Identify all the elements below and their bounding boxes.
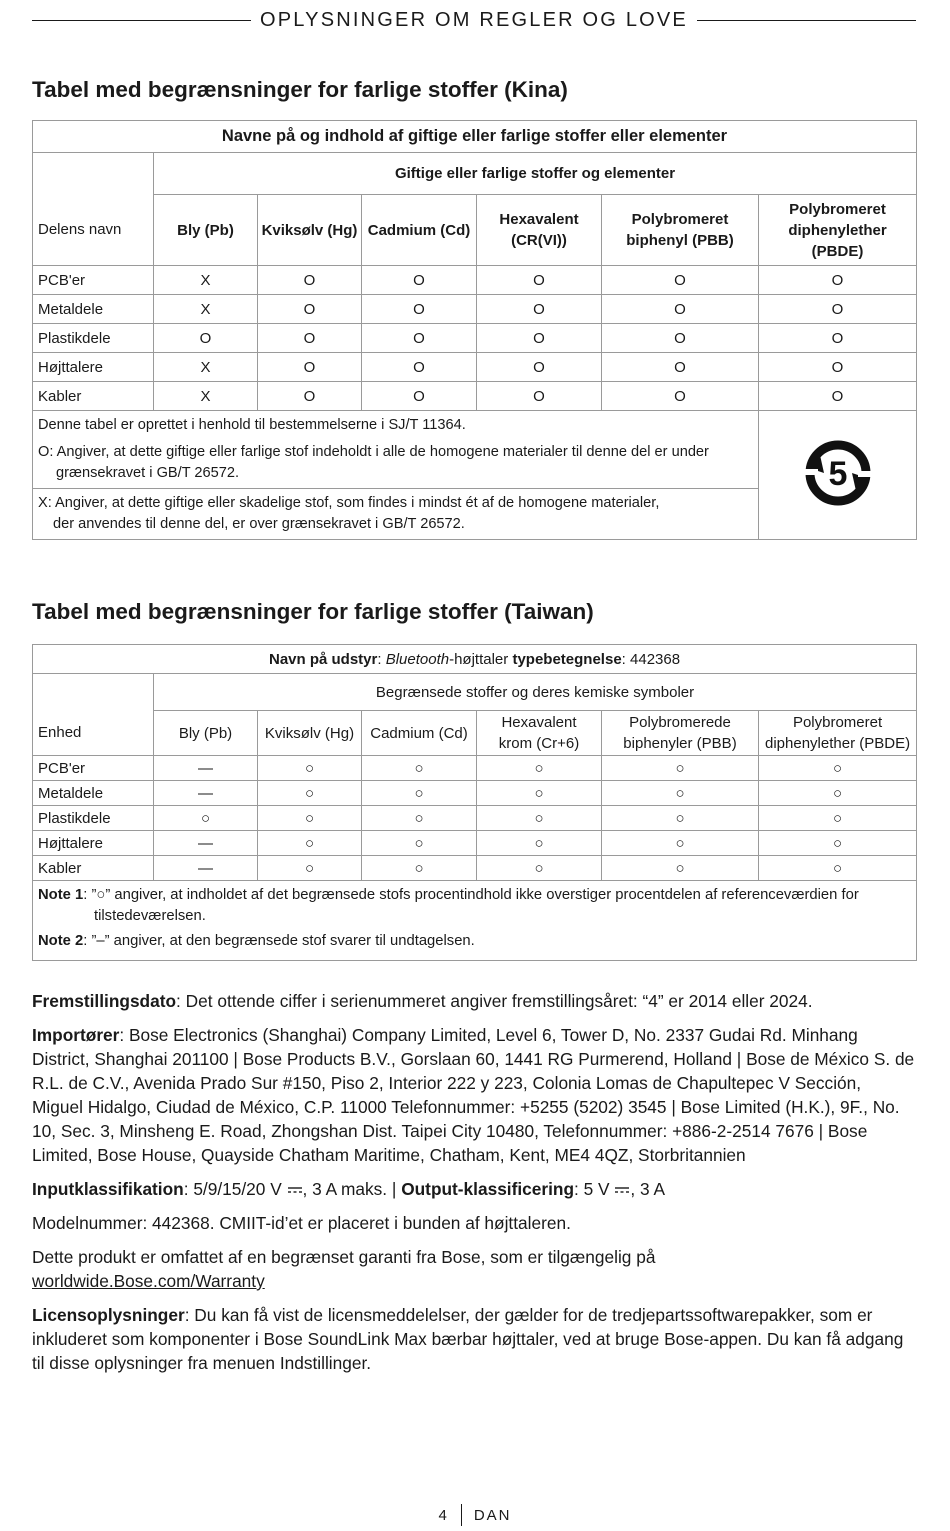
cell: ○: [759, 806, 917, 831]
cell: X: [154, 353, 258, 382]
cell: O: [362, 382, 477, 411]
page-header: [32, 6, 916, 34]
cell: —: [154, 756, 258, 781]
cell: ○: [477, 831, 602, 856]
group-header: Giftige eller farlige stoffer og elementer: [154, 153, 917, 195]
row-label: Højttalere: [33, 831, 154, 856]
page-number: 4: [438, 1506, 449, 1524]
model-number: Modelnummer: 442368. CMIIT-id’et er placeret i bunden af højttaleren.: [32, 1213, 571, 1233]
empty-header-cell: [33, 674, 154, 711]
cell: O: [759, 324, 917, 353]
china-table-heading: Tabel med begrænsninger for farlige stoffer (Kina): [32, 77, 568, 102]
cell: ○: [258, 806, 362, 831]
table-notes: [33, 411, 759, 489]
row-label: PCB'er: [33, 266, 154, 295]
group-header-row: [33, 674, 917, 711]
row-label: Metaldele: [33, 295, 154, 324]
notes-row: [33, 881, 917, 961]
col-lead: Bly (Pb): [154, 195, 258, 266]
table-row: [33, 266, 917, 295]
cell: O: [477, 324, 602, 353]
license-info: Licensoplysninger: Du kan få vist de licensmeddelelser, der gælder for de tredjepartssoftwarepakker, som er inkluderet som komponenter i Bose SoundLink Max bærbar højttaler, ved at bruge Bose-appen. Du kan få adgang til disse oplysninger fra menuen Indstillinger.: [32, 1305, 904, 1373]
cell: ○: [477, 756, 602, 781]
cell: O: [258, 382, 362, 411]
col-mercury: Kviksølv (Hg): [258, 195, 362, 266]
cell: O: [258, 266, 362, 295]
china-hazardous-substances-table: [32, 120, 917, 540]
recycle-5-icon: [798, 433, 878, 513]
cell: O: [602, 295, 759, 324]
cell: O: [258, 295, 362, 324]
note-o: O: Angiver, at dette giftige eller farlige stof indeholdt i alle de homogene materialer til denne del er under grænsekravet i GB/T 26572.: [38, 444, 709, 481]
table-row: [33, 781, 917, 806]
col-chromium: Hexavalent (CR(VI)): [477, 195, 602, 266]
header-title: OPLYSNINGER OM REGLER OG LOVE: [260, 8, 688, 31]
cell: ○: [362, 806, 477, 831]
cell: —: [154, 831, 258, 856]
cell: O: [602, 266, 759, 295]
cell: —: [154, 856, 258, 881]
table-row: [33, 324, 917, 353]
page-footer: [0, 1504, 950, 1526]
empty-header-cell: [33, 153, 154, 195]
row-label: PCB'er: [33, 756, 154, 781]
importers: Importører: Bose Electronics (Shanghai) Company Limited, Level 6, Tower D, No. 2337 Gudai Rd. Minhang District, Shanghai 201100 | Bose Products B.V., Gorslaan 60, 1441 RG Purmerend, Holland | Bose de México S. de R.L. de C.V., Avenida Prado Sur #150, Piso 2, Interior 222 y 223, Colonia Lomas de Chapultepec V Sección, Miguel Hidalgo, Ciudad de México, C.P. 11000 Telefonnummer: +5255 (5202) 3545 | Bose Limited (H.K.), 9F., No. 10, Sec. 3, Minsheng E. Road, Zhongshan Dist. Taipei City 10480, Telefonnummer: +886-2-2514 7676 | Bose Limited, Bose House, Quayside Chatham Maritime, Chatham, Kent, ME4 4QZ, Storbritannien: [32, 1025, 915, 1165]
cell: ○: [759, 781, 917, 806]
cell: ○: [258, 756, 362, 781]
cell: ○: [258, 781, 362, 806]
cell: O: [477, 382, 602, 411]
cell: O: [602, 324, 759, 353]
cell: ○: [602, 756, 759, 781]
cell: O: [477, 266, 602, 295]
table-row: [33, 856, 917, 881]
cell: O: [759, 382, 917, 411]
cell: ○: [602, 831, 759, 856]
note-2: Note 2: ”–” angiver, at den begrænsede stof svarer til undtagelsen.: [38, 933, 475, 949]
cell: X: [154, 382, 258, 411]
col-pbde: Polybromeret diphenylether (PBDE): [759, 711, 917, 756]
cell: ○: [602, 856, 759, 881]
cell: O: [759, 266, 917, 295]
cell: O: [759, 295, 917, 324]
cell: ○: [258, 831, 362, 856]
col-cadmium: Cadmium (Cd): [362, 711, 477, 756]
table-row: [33, 295, 917, 324]
cell: O: [759, 353, 917, 382]
cell: ○: [602, 806, 759, 831]
row-label: Højttalere: [33, 353, 154, 382]
cell: ○: [759, 856, 917, 881]
taiwan-hazardous-substances-table: [32, 644, 917, 961]
electrical-rating: Inputklassifikation: 5/9/15/20 V , 3 A maks. | Output-klassificering: 5 V , 3 A: [32, 1179, 665, 1199]
col-lead: Bly (Pb): [154, 711, 258, 756]
cell: ○: [362, 831, 477, 856]
table-row: [33, 382, 917, 411]
column-header-row: [33, 195, 917, 266]
row-label: Plastikdele: [33, 806, 154, 831]
col-chromium: Hexavalent krom (Cr+6): [477, 711, 602, 756]
cell: X: [154, 266, 258, 295]
footer-divider: [461, 1504, 462, 1526]
row-label: Kabler: [33, 382, 154, 411]
efup-logo-cell: [759, 411, 917, 540]
cell: O: [602, 382, 759, 411]
cell: O: [477, 295, 602, 324]
table-row: [33, 353, 917, 382]
taiwan-table-heading: Tabel med begrænsninger for farlige stoffer (Taiwan): [32, 599, 594, 624]
equipment-info: Navn på udstyr: Bluetooth-højttaler typebetegnelse: 442368: [33, 645, 917, 674]
col-cadmium: Cadmium (Cd): [362, 195, 477, 266]
cell: O: [154, 324, 258, 353]
direct-current-icon: [614, 1185, 630, 1195]
cell: O: [602, 353, 759, 382]
group-header-row: [33, 153, 917, 195]
cell: —: [154, 781, 258, 806]
logo-number: 5: [828, 455, 847, 493]
cell: O: [258, 324, 362, 353]
unit-header: Enhed: [33, 711, 154, 756]
table-title-row: [33, 121, 917, 153]
row-label: Kabler: [33, 856, 154, 881]
equipment-row: [33, 645, 917, 674]
direct-current-icon: [287, 1185, 303, 1195]
cell: ○: [602, 781, 759, 806]
language-code: DAN: [473, 1506, 512, 1524]
header-rule-right: [697, 20, 916, 21]
cell: ○: [362, 781, 477, 806]
table-notes: [33, 881, 917, 961]
manufacturing-date: Fremstillingsdato: Det ottende ciffer i serienummeret angiver fremstillingsåret: “4” er 2014 eller 2024.: [32, 991, 813, 1011]
table-row: [33, 756, 917, 781]
cell: O: [362, 324, 477, 353]
col-pbb: Polybromerede biphenyler (PBB): [602, 711, 759, 756]
warranty-link[interactable]: worldwide.Bose.com/Warranty: [32, 1271, 265, 1291]
cell: ○: [477, 781, 602, 806]
warranty: Dette produkt er omfattet af en begrænset garanti fra Bose, som er tilgængelig på worldwide.Bose.com/Warranty: [32, 1247, 656, 1291]
cell: ○: [759, 831, 917, 856]
cell: O: [477, 353, 602, 382]
notes-row: [33, 411, 917, 489]
cell: ○: [362, 856, 477, 881]
cell: ○: [477, 856, 602, 881]
cell: ○: [154, 806, 258, 831]
table-row: [33, 831, 917, 856]
cell: O: [362, 266, 477, 295]
note-1: Note 1: ”○” angiver, at indholdet af det begrænsede stofs procentindhold ikke overstiger procentdelen af referenceværdien for tilstedeværelsen.: [38, 887, 859, 924]
table-row: [33, 806, 917, 831]
note-x: X: Angiver, at dette giftige eller skadelige stof, som findes i mindst ét af de homogene materialer, der anvendes til denne del, er over grænsekravet i GB/T 26572.: [33, 489, 759, 540]
cell: O: [362, 295, 477, 324]
group-header: Begrænsede stoffer og deres kemiske symboler: [154, 674, 917, 711]
cell: O: [362, 353, 477, 382]
cell: ○: [258, 856, 362, 881]
column-header-row: [33, 711, 917, 756]
table-title: Navne på og indhold af giftige eller farlige stoffer eller elementer: [33, 121, 917, 153]
cell: ○: [759, 756, 917, 781]
row-label: Metaldele: [33, 781, 154, 806]
part-name-header: Delens navn: [33, 195, 154, 266]
header-rule-left: [32, 20, 251, 21]
regulatory-info: [32, 989, 916, 1385]
note-standard: Denne tabel er oprettet i henhold til bestemmelserne i SJ/T 11364.: [38, 417, 466, 433]
col-pbde: Polybromeret diphenylether (PBDE): [759, 195, 917, 266]
cell: ○: [477, 806, 602, 831]
cell: X: [154, 295, 258, 324]
col-mercury: Kviksølv (Hg): [258, 711, 362, 756]
cell: ○: [362, 756, 477, 781]
col-pbb: Polybromeret biphenyl (PBB): [602, 195, 759, 266]
cell: O: [258, 353, 362, 382]
row-label: Plastikdele: [33, 324, 154, 353]
